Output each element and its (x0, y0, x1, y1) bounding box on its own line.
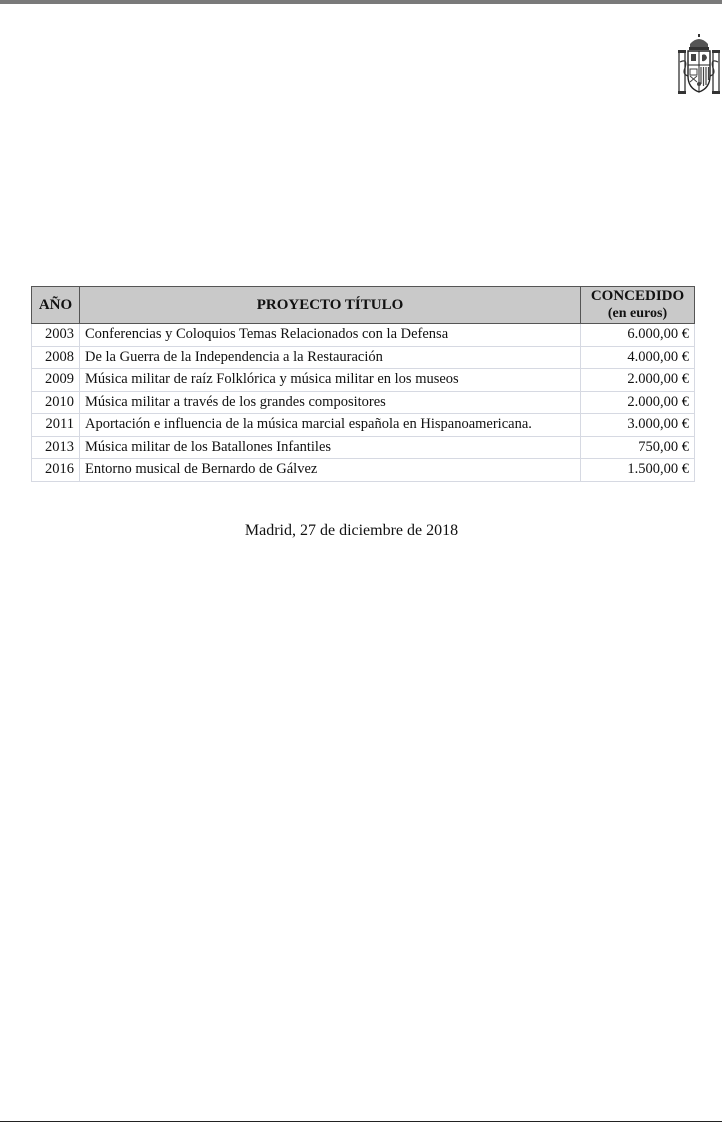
cell-title: De la Guerra de la Independencia a la Restauración (80, 346, 581, 369)
table-row (32, 414, 695, 437)
bottom-border-rule (0, 1121, 722, 1122)
table-row (32, 391, 695, 414)
cell-year: 2016 (32, 459, 80, 482)
grants-table (31, 286, 695, 482)
cell-amount: 2.000,00 € (581, 391, 695, 414)
table-row (32, 436, 695, 459)
table-row (32, 369, 695, 392)
cell-amount: 750,00 € (581, 436, 695, 459)
cell-amount: 3.000,00 € (581, 414, 695, 437)
place-and-date: Madrid, 27 de diciembre de 2018 (244, 522, 459, 539)
cell-title: Música militar de raíz Folklórica y música militar en los museos (80, 369, 581, 392)
cell-year: 2013 (32, 436, 80, 459)
cell-year: 2011 (32, 414, 80, 437)
cell-amount: 2.000,00 € (581, 369, 695, 392)
cell-year: 2008 (32, 346, 80, 369)
cell-title: Música militar a través de los grandes compositores (80, 391, 581, 414)
cell-year: 2009 (32, 369, 80, 392)
cell-title: Música militar de los Batallones Infantiles (80, 436, 581, 459)
table-row (32, 459, 695, 482)
header-year: AÑO (32, 287, 80, 324)
cell-title: Aportación e influencia de la música marcial española en Hispanoamericana. (80, 414, 581, 437)
cell-amount: 6.000,00 € (581, 324, 695, 347)
table-row (32, 324, 695, 347)
header-amount (581, 287, 695, 324)
cell-year: 2010 (32, 391, 80, 414)
header-amount-label: CONCEDIDO (590, 288, 685, 304)
table-header-row (32, 287, 695, 324)
table-row (32, 346, 695, 369)
cell-title: Conferencias y Coloquios Temas Relacionados con la Defensa (80, 324, 581, 347)
cell-year: 2003 (32, 324, 80, 347)
coat-of-arms-emblem (676, 32, 722, 98)
cell-amount: 4.000,00 € (581, 346, 695, 369)
top-border-rule (0, 0, 722, 4)
cell-title: Entorno musical de Bernardo de Gálvez (80, 459, 581, 482)
header-project-title: PROYECTO TÍTULO (80, 287, 581, 324)
cell-amount: 1.500,00 € (581, 459, 695, 482)
header-amount-unit: (en euros) (607, 306, 668, 321)
